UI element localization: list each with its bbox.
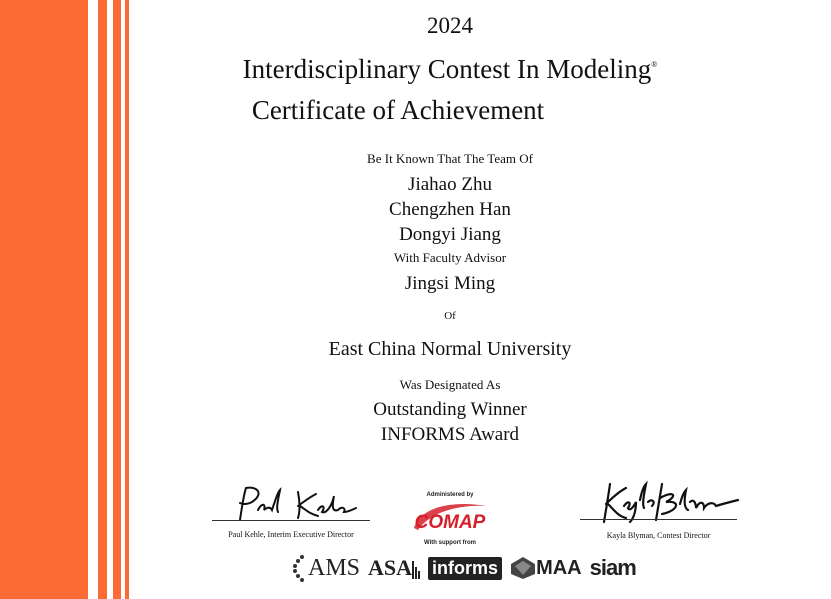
ams-wreath-icon (290, 554, 308, 582)
siam-logo (590, 555, 636, 581)
siam-logo-text: siam (589, 555, 636, 580)
support-label: With support from (424, 540, 476, 546)
comap-logo (410, 498, 490, 538)
informs-logo (428, 557, 502, 580)
ams-logo (290, 554, 360, 582)
decorative-stripes (0, 0, 132, 599)
sponsor-logos (290, 551, 636, 585)
contest-name-text: Interdisciplinary Contest In Modeling (242, 54, 652, 84)
year: 2024 (427, 13, 473, 38)
asa-logo (368, 555, 420, 581)
informs-logo-text: informs (428, 557, 502, 580)
maa-icosahedron-icon (510, 556, 536, 580)
stripe-3 (113, 0, 121, 599)
registered-mark: ® (651, 60, 658, 69)
special-award: INFORMS Award (380, 424, 520, 445)
advisor-label: With Faculty Advisor (393, 250, 507, 265)
signature-caption-right: Kayla Blyman, Contest Director (606, 531, 711, 540)
asa-logo-text: ASA (368, 555, 413, 580)
advisor-name: Jingsi Ming (404, 273, 496, 294)
administered-by-label: Administered by (426, 492, 474, 498)
of-label: Of (444, 310, 456, 322)
asa-bars-icon (412, 557, 420, 579)
university-name: East China Normal University (328, 338, 572, 360)
designation: Outstanding Winner (373, 399, 527, 420)
signature-left (228, 484, 358, 524)
team-intro: Be It Known That The Team Of (367, 151, 533, 166)
ams-logo-text: AMS (308, 554, 361, 581)
team-member: Jiahao Zhu (408, 174, 492, 195)
comap-logo-text: COMAP (414, 512, 486, 533)
maa-logo-text: MAA (536, 556, 582, 579)
team-member: Dongyi Jiang (399, 224, 501, 245)
maa-logo (510, 556, 582, 580)
designation-label: Was Designated As (399, 377, 501, 392)
comap-block (410, 492, 490, 543)
signature-caption-left: Paul Kehle, Interim Executive Director (228, 530, 354, 539)
contest-name (200, 54, 700, 85)
certificate-title: Certificate of Achievement (251, 95, 545, 125)
stripe-4 (125, 0, 129, 599)
signature-line-left (212, 520, 370, 521)
team-member: Chengzhen Han (389, 199, 511, 220)
signature-line-right (580, 519, 737, 520)
stripe-wide (0, 0, 88, 599)
stripe-2 (98, 0, 107, 599)
